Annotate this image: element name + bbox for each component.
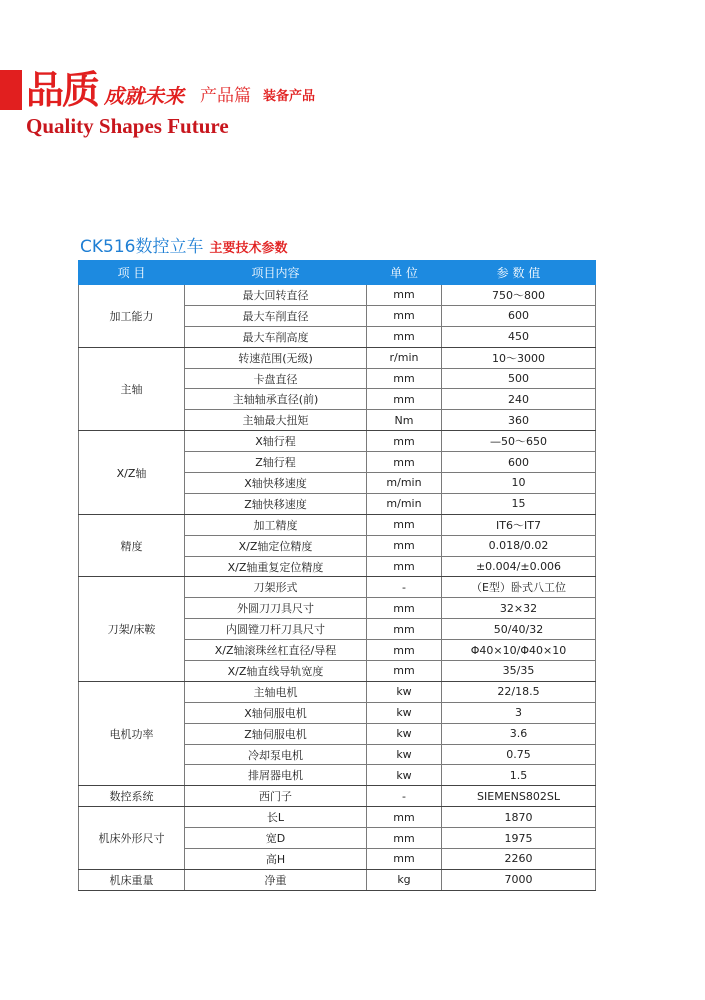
item-cell: 卡盘直径	[185, 368, 367, 389]
header-unit: 单 位	[367, 261, 442, 285]
value-cell: 2260	[442, 849, 596, 870]
category-cell: 机床外形尺寸	[79, 807, 185, 870]
unit-cell: mm	[367, 452, 442, 473]
unit-cell: mm	[367, 535, 442, 556]
item-cell: Z轴行程	[185, 452, 367, 473]
item-cell: 主轴电机	[185, 681, 367, 702]
value-cell: IT6～IT7	[442, 514, 596, 535]
item-cell: 最大车削直径	[185, 305, 367, 326]
table-row	[79, 514, 596, 535]
value-cell: —50～650	[442, 431, 596, 452]
value-cell: Φ40×10/Φ40×10	[442, 640, 596, 661]
value-cell: 450	[442, 326, 596, 347]
item-cell: 最大回转直径	[185, 285, 367, 306]
table-row	[79, 431, 596, 452]
value-cell: 1.5	[442, 765, 596, 786]
unit-cell: kw	[367, 765, 442, 786]
item-cell: Z轴伺服电机	[185, 723, 367, 744]
header-value: 参 数 值	[442, 261, 596, 285]
brand-logo-text: 品质	[26, 68, 99, 112]
value-cell: 3	[442, 702, 596, 723]
item-cell: 转速范围(无级)	[185, 347, 367, 368]
category-cell: 加工能力	[79, 285, 185, 348]
unit-cell: mm	[367, 431, 442, 452]
item-cell: 内圆镗刀杆刀具尺寸	[185, 619, 367, 640]
unit-cell: r/min	[367, 347, 442, 368]
page-title	[80, 232, 287, 257]
brand-subsection: 装备产品	[263, 89, 316, 104]
unit-cell: mm	[367, 389, 442, 410]
table-header-row	[79, 261, 596, 285]
unit-cell: mm	[367, 849, 442, 870]
value-cell: 0.018/0.02	[442, 535, 596, 556]
value-cell: 10	[442, 473, 596, 494]
item-cell: 西门子	[185, 786, 367, 807]
unit-cell: m/min	[367, 473, 442, 494]
value-cell: 35/35	[442, 661, 596, 682]
value-cell: 0.75	[442, 744, 596, 765]
item-cell: X轴快移速度	[185, 473, 367, 494]
item-cell: 主轴轴承直径(前)	[185, 389, 367, 410]
category-cell: 机床重量	[79, 869, 185, 890]
item-cell: X/Z轴滚珠丝杠直径/导程	[185, 640, 367, 661]
title-subtitle: 主要技术参数	[209, 241, 288, 256]
product-name: CK516数控立车	[80, 237, 204, 257]
unit-cell: mm	[367, 514, 442, 535]
item-cell: 长L	[185, 807, 367, 828]
value-cell: 3.6	[442, 723, 596, 744]
spec-table	[78, 260, 596, 891]
item-cell: 主轴最大扭矩	[185, 410, 367, 431]
item-cell: 外圆刀刀具尺寸	[185, 598, 367, 619]
unit-cell: mm	[367, 598, 442, 619]
table-row	[79, 285, 596, 306]
unit-cell: mm	[367, 828, 442, 849]
table-row	[79, 577, 596, 598]
value-cell: 22/18.5	[442, 681, 596, 702]
value-cell: 750～800	[442, 285, 596, 306]
item-cell: 刀架形式	[185, 577, 367, 598]
unit-cell: kg	[367, 869, 442, 890]
unit-cell: mm	[367, 326, 442, 347]
value-cell: 1975	[442, 828, 596, 849]
value-cell: ±0.004/±0.006	[442, 556, 596, 577]
category-cell: 电机功率	[79, 681, 185, 785]
table-row	[79, 681, 596, 702]
brand-header	[26, 70, 315, 110]
value-cell: 15	[442, 493, 596, 514]
spec-table-body	[79, 285, 596, 891]
unit-cell: mm	[367, 368, 442, 389]
value-cell: 32×32	[442, 598, 596, 619]
unit-cell: mm	[367, 619, 442, 640]
brand-accent-bar	[0, 70, 22, 110]
table-row	[79, 807, 596, 828]
category-cell: 精度	[79, 514, 185, 577]
table-row	[79, 786, 596, 807]
category-cell: 主轴	[79, 347, 185, 431]
value-cell: 600	[442, 305, 596, 326]
unit-cell: kw	[367, 681, 442, 702]
item-cell: 加工精度	[185, 514, 367, 535]
unit-cell: kw	[367, 744, 442, 765]
unit-cell: mm	[367, 285, 442, 306]
item-cell: 最大车削高度	[185, 326, 367, 347]
value-cell: 240	[442, 389, 596, 410]
item-cell: 高H	[185, 849, 367, 870]
table-row	[79, 347, 596, 368]
value-cell: 7000	[442, 869, 596, 890]
unit-cell: mm	[367, 556, 442, 577]
value-cell: 50/40/32	[442, 619, 596, 640]
item-cell: X轴伺服电机	[185, 702, 367, 723]
item-cell: 净重	[185, 869, 367, 890]
value-cell: 10～3000	[442, 347, 596, 368]
value-cell: （E型）卧式八工位	[442, 577, 596, 598]
item-cell: 宽D	[185, 828, 367, 849]
category-cell: 刀架/床鞍	[79, 577, 185, 681]
unit-cell: mm	[367, 661, 442, 682]
unit-cell: kw	[367, 723, 442, 744]
table-row	[79, 869, 596, 890]
item-cell: X/Z轴直线导轨宽度	[185, 661, 367, 682]
brand-english-slogan: Quality Shapes Future	[26, 114, 229, 138]
item-cell: X/Z轴定位精度	[185, 535, 367, 556]
header-item: 项目内容	[185, 261, 367, 285]
brand-slogan: 成就未来	[104, 84, 185, 108]
category-cell: 数控系统	[79, 786, 185, 807]
value-cell: 1870	[442, 807, 596, 828]
unit-cell: mm	[367, 807, 442, 828]
value-cell: SIEMENS802SL	[442, 786, 596, 807]
unit-cell: mm	[367, 640, 442, 661]
unit-cell: m/min	[367, 493, 442, 514]
item-cell: Z轴快移速度	[185, 493, 367, 514]
brand-section: 产品篇	[200, 86, 252, 106]
unit-cell: -	[367, 577, 442, 598]
value-cell: 360	[442, 410, 596, 431]
item-cell: 冷却泵电机	[185, 744, 367, 765]
unit-cell: kw	[367, 702, 442, 723]
category-cell: X/Z轴	[79, 431, 185, 515]
value-cell: 500	[442, 368, 596, 389]
unit-cell: -	[367, 786, 442, 807]
unit-cell: Nm	[367, 410, 442, 431]
value-cell: 600	[442, 452, 596, 473]
unit-cell: mm	[367, 305, 442, 326]
item-cell: 排屑器电机	[185, 765, 367, 786]
item-cell: X/Z轴重复定位精度	[185, 556, 367, 577]
item-cell: X轴行程	[185, 431, 367, 452]
header-category: 项 目	[79, 261, 185, 285]
